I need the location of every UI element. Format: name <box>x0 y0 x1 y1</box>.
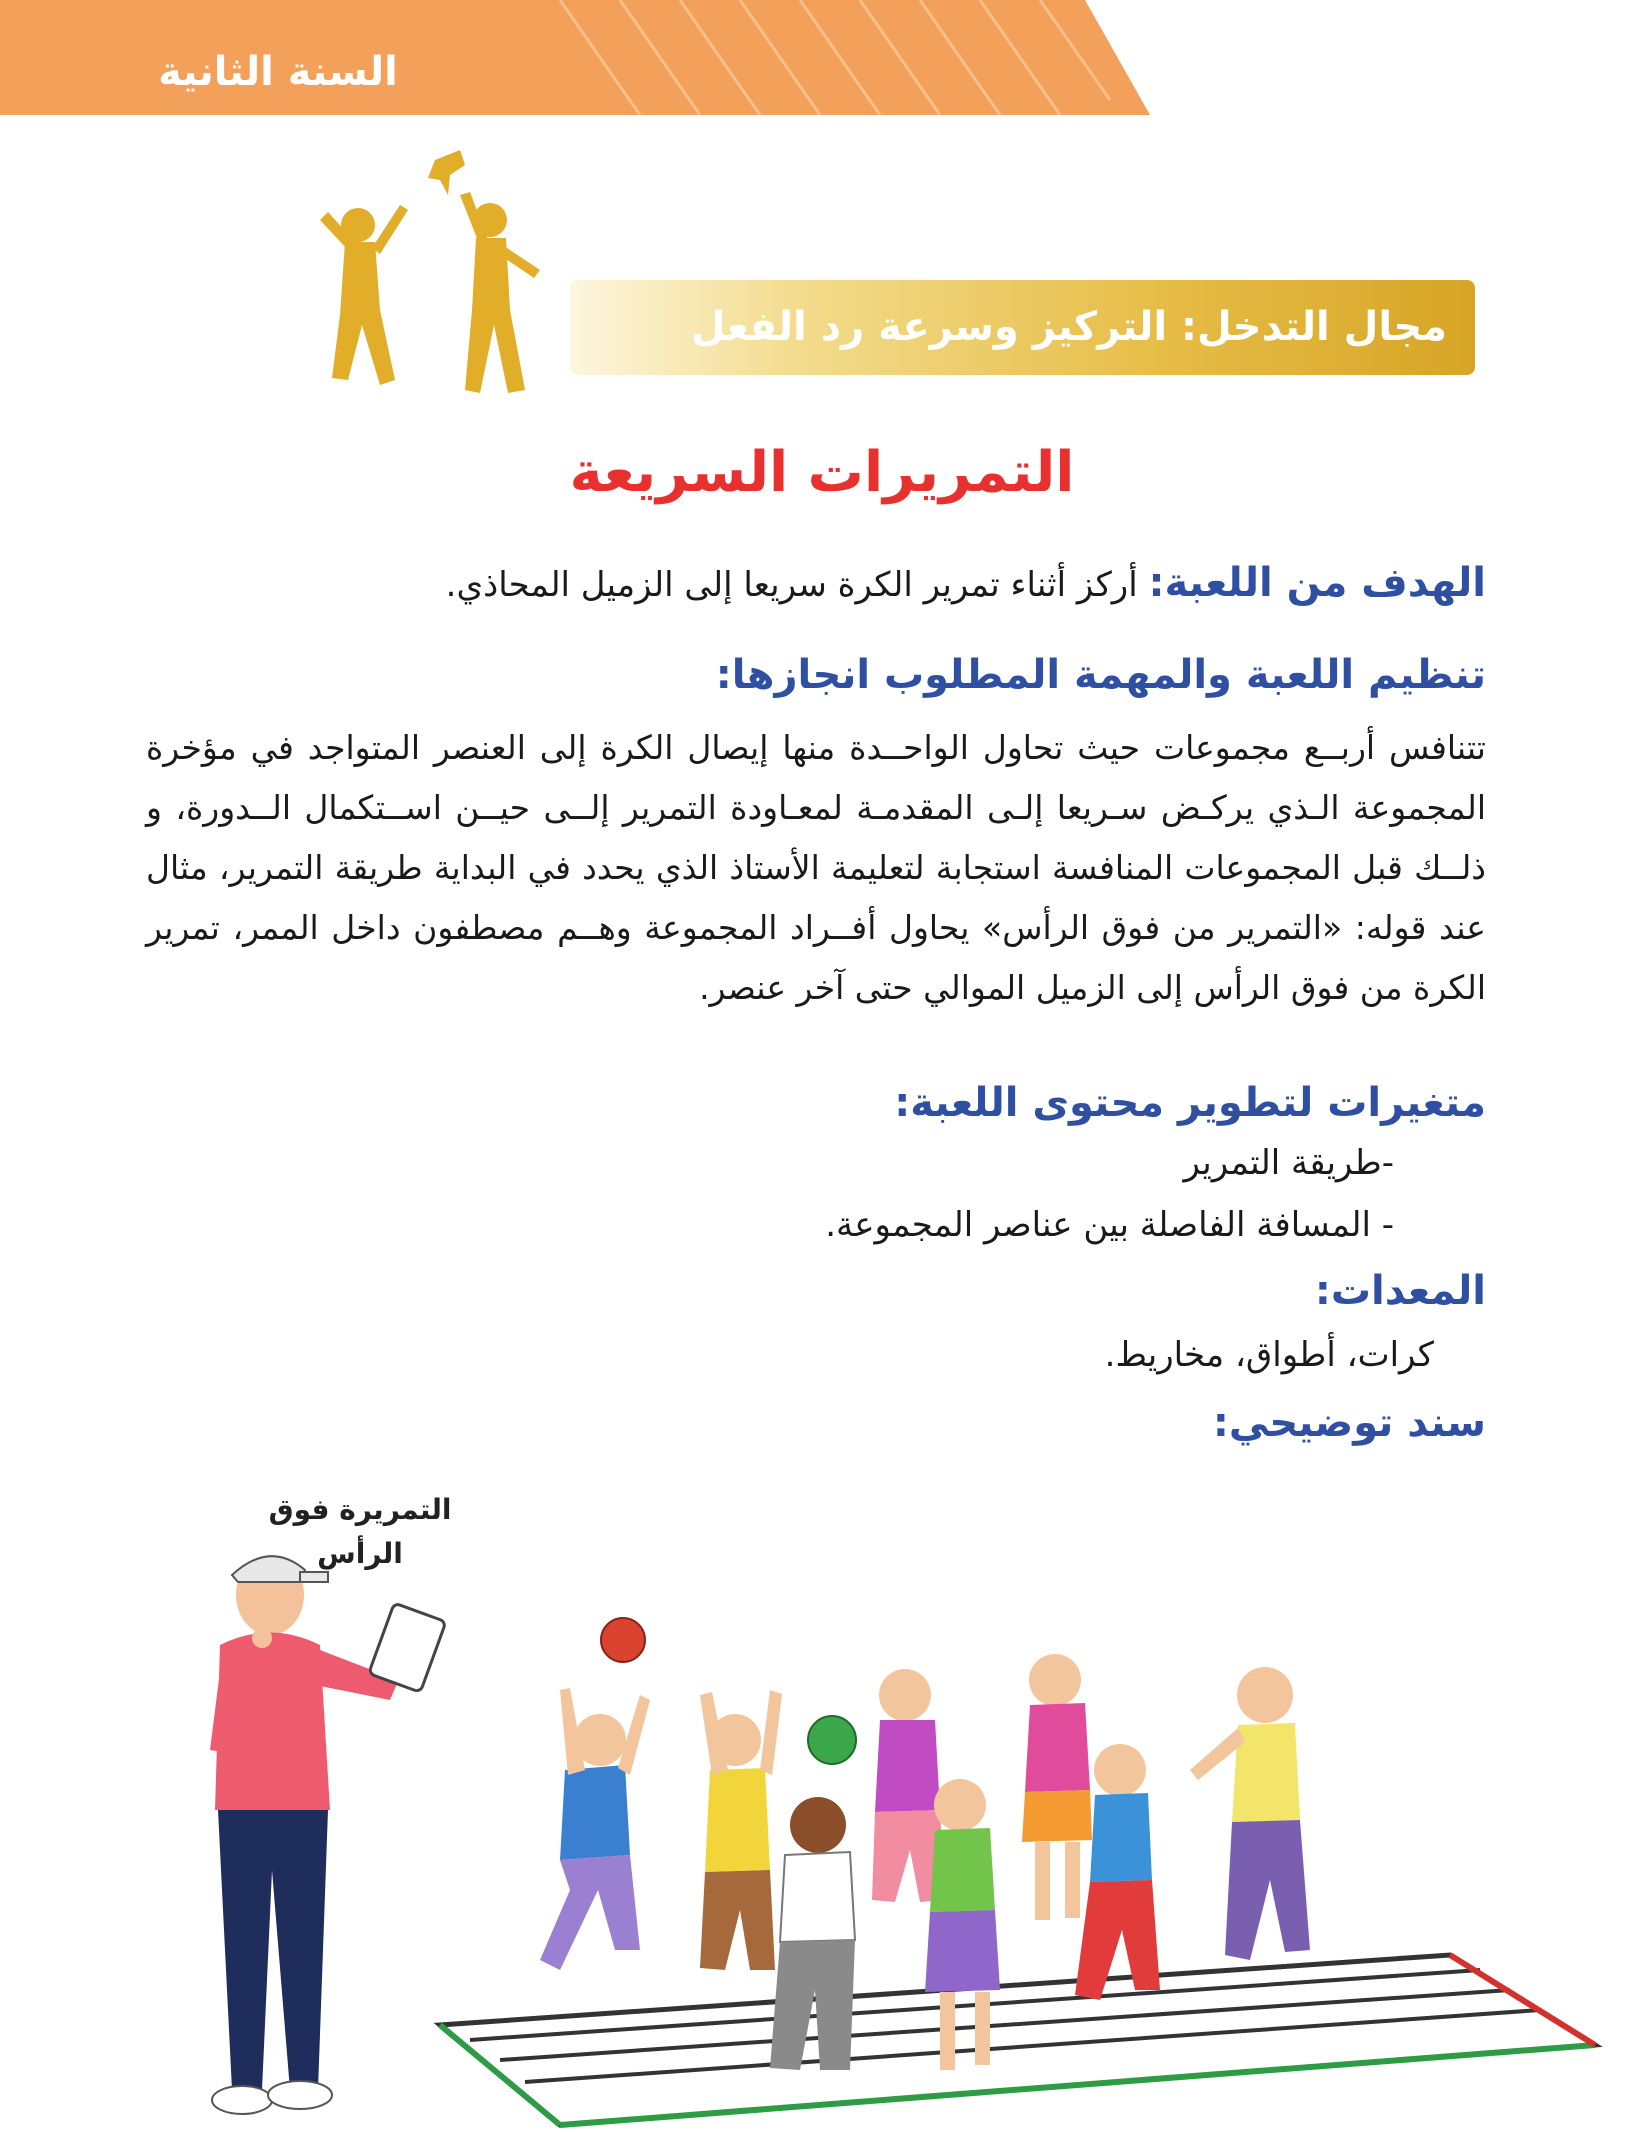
green-ball <box>808 1716 856 1764</box>
organization-paragraph: تتنافس أربــع مجموعات حيث تحاول الواحــدة منها إيصال الكرة إلى العنصر المتواجد في مؤخرة المجموعة الـذي يركـض سـريعا إلـى المقدمـة لمعـاودة التمرير إلــى حيــن اســتكمال الــدورة، و ذلــك قبل المجموعات المنافسة استجابة لتعليمة الأستاذ الذي يحدد في البداية طريقة التمرير، مثال عند قوله: «التمرير من فوق الرأس» يحاول أفــراد المجموعة وهــم مصطفون داخل الممر، تمرير الكرة من فوق الرأس إلى الزميل الموالي حتى آخر عنصر. <box>146 728 1486 1007</box>
grade-label: السنة الثانية <box>158 49 398 95</box>
child-figure <box>1022 1654 1092 1920</box>
lesson-title: التمريرات السريعة <box>569 440 1075 505</box>
jumping-kids-silhouette <box>300 150 560 410</box>
variables-heading: متغيرات لتطوير محتوى اللعبة: <box>894 1080 1486 1126</box>
goal-text: أركز أثناء تمرير الكرة سريعا إلى الزميل المحاذي. <box>445 565 1149 605</box>
domain-bar <box>570 280 1475 375</box>
child-figure <box>700 1690 782 1970</box>
child-figure <box>1190 1667 1310 1960</box>
organization-heading: تنظيم اللعبة والمهمة المطلوب انجازها: <box>715 652 1486 698</box>
red-ball <box>601 1618 645 1662</box>
child-figure <box>540 1688 650 1970</box>
equipment-heading: المعدات: <box>1314 1268 1486 1314</box>
teacher-figure <box>210 1555 446 2114</box>
illustration-passing-game <box>0 1470 1644 2130</box>
support-heading: سند توضيحي: <box>1212 1400 1486 1446</box>
lane-lines <box>440 1955 1595 2125</box>
domain-text: مجال التدخل: التركيز وسرعة رد الفعل <box>690 304 1447 350</box>
variables-item: -طريقة التمرير <box>1183 1143 1394 1183</box>
variables-item: - المسافة الفاصلة بين عناصر المجموعة. <box>825 1205 1394 1245</box>
goal-line <box>156 560 1486 606</box>
equipment-text: كرات، أطواق، مخاريط. <box>1104 1335 1434 1375</box>
top-banner <box>0 0 1644 115</box>
speech-line-2: الرأس <box>317 1537 403 1570</box>
goal-heading: الهدف من اللعبة: <box>1148 560 1486 606</box>
speech-line-1: التمريرة فوق <box>268 1493 452 1526</box>
